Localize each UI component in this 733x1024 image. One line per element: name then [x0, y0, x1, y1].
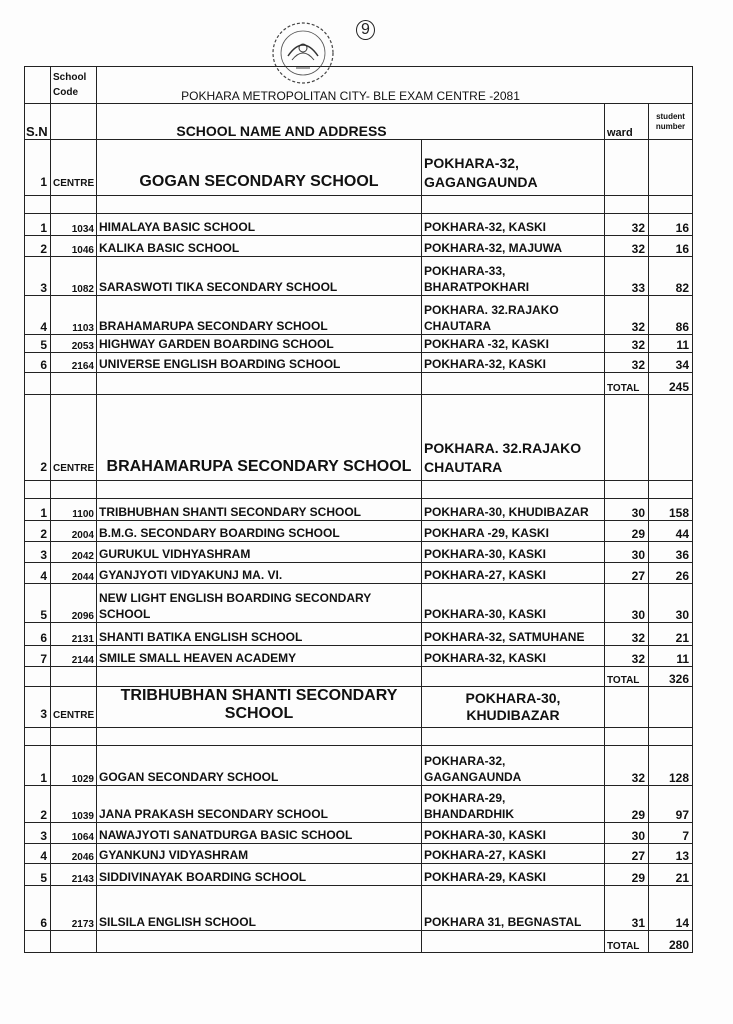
total-row	[25, 373, 693, 395]
school-student-count: 21	[649, 864, 693, 886]
school-code: 1039	[51, 786, 97, 823]
school-sn: 5	[25, 335, 51, 353]
school-ward: 32	[605, 335, 649, 353]
school-row	[25, 257, 693, 296]
school-sn: 4	[25, 563, 51, 584]
total-label: TOTAL	[605, 373, 649, 395]
school-student-count: 7	[649, 823, 693, 844]
school-name	[97, 353, 422, 373]
centre-row	[25, 395, 693, 481]
school-name-text: B.M.G. SECONDARY BOARDING SCHOOL	[99, 526, 340, 540]
centre-total: 326	[649, 667, 693, 687]
ward-header: ward	[605, 104, 649, 140]
school-address	[422, 864, 605, 886]
school-address	[422, 623, 605, 646]
school-sn: 7	[25, 646, 51, 667]
school-sn: 3	[25, 257, 51, 296]
school-sn: 3	[25, 823, 51, 844]
school-ward: 32	[605, 746, 649, 786]
school-student-count: 97	[649, 786, 693, 823]
school-address-text: CHAUTARA	[424, 319, 492, 333]
header-row-2	[25, 104, 693, 140]
school-sn: 4	[25, 296, 51, 335]
centre-sn: 1	[25, 140, 51, 196]
school-sn: 4	[25, 844, 51, 864]
school-name-text: SHANTI BATIKA ENGLISH SCHOOL	[99, 630, 303, 644]
school-code: 1082	[51, 257, 97, 296]
centre-school-name: GOGAN SECONDARY SCHOOL	[97, 140, 422, 196]
school-name	[97, 214, 422, 236]
centre-address-line2: CHAUTARA	[424, 459, 503, 475]
school-name	[97, 563, 422, 584]
school-code: 2042	[51, 542, 97, 563]
school-code: 2004	[51, 521, 97, 542]
school-student-count: 34	[649, 353, 693, 373]
school-ward: 32	[605, 236, 649, 257]
school-student-count: 13	[649, 844, 693, 864]
school-ward: 29	[605, 521, 649, 542]
school-ward: 31	[605, 886, 649, 931]
school-code: 1064	[51, 823, 97, 844]
school-address-text: POKHARA 31, BEGNASTAL	[424, 915, 582, 929]
centre-label: CENTRE	[51, 140, 97, 196]
centre-row	[25, 140, 693, 196]
exam-centre-table	[24, 66, 693, 953]
school-student-count: 128	[649, 746, 693, 786]
school-code-header: School Code	[51, 67, 97, 104]
school-ward: 29	[605, 786, 649, 823]
school-student-count: 11	[649, 646, 693, 667]
school-address	[422, 646, 605, 667]
school-address-line1: POKHARA-29,	[424, 791, 506, 805]
school-address-text: POKHARA-32, MAJUWA	[424, 241, 563, 255]
centre-label: CENTRE	[51, 395, 97, 481]
school-name-text: NAWAJYOTI SANATDURGA BASIC SCHOOL	[99, 828, 353, 842]
school-row	[25, 296, 693, 335]
school-student-count: 36	[649, 542, 693, 563]
school-ward: 27	[605, 563, 649, 584]
school-ward: 30	[605, 542, 649, 563]
school-address	[422, 335, 605, 353]
school-name-address-header: SCHOOL NAME AND ADDRESS	[97, 104, 605, 140]
school-address	[422, 844, 605, 864]
school-address-line1: POKHARA. 32.RAJAKO	[424, 303, 559, 317]
school-address	[422, 584, 605, 623]
school-address-text: BHARATPOKHARI	[424, 280, 530, 294]
school-row	[25, 823, 693, 844]
school-name	[97, 786, 422, 823]
school-code: 1100	[51, 499, 97, 521]
school-address-text: POKHARA-32, SATMUHANE	[424, 630, 585, 644]
school-code: 2053	[51, 335, 97, 353]
centre-label: CENTRE	[51, 687, 97, 728]
school-row	[25, 746, 693, 786]
school-student-count: 11	[649, 335, 693, 353]
school-name	[97, 335, 422, 353]
school-address-line1: POKHARA-32,	[424, 754, 506, 768]
school-row	[25, 886, 693, 931]
school-row	[25, 584, 693, 623]
total-label: TOTAL	[605, 931, 649, 953]
school-student-count: 82	[649, 257, 693, 296]
school-ward: 30	[605, 584, 649, 623]
school-name	[97, 257, 422, 296]
school-row	[25, 353, 693, 373]
school-name-text: BRAHAMARUPA SECONDARY SCHOOL	[99, 319, 328, 333]
school-name	[97, 236, 422, 257]
school-address-text: POKHARA -32, KASKI	[424, 337, 549, 351]
total-label: TOTAL	[605, 667, 649, 687]
school-address	[422, 563, 605, 584]
centre-address-line2: KHUDIBAZAR	[466, 707, 560, 723]
total-row	[25, 667, 693, 687]
school-address	[422, 296, 605, 335]
school-row	[25, 335, 693, 353]
school-sn: 2	[25, 786, 51, 823]
school-code: 2046	[51, 844, 97, 864]
school-name	[97, 864, 422, 886]
school-address-text: POKHARA-32, KASKI	[424, 357, 547, 371]
school-student-count: 44	[649, 521, 693, 542]
school-name-text: SILSILA ENGLISH SCHOOL	[99, 915, 256, 929]
school-name-text: GYANKUNJ VIDYASHRAM	[99, 848, 249, 862]
centre-address-line2: GAGANGAUNDA	[424, 174, 538, 190]
school-sn: 6	[25, 886, 51, 931]
school-row	[25, 786, 693, 823]
school-row	[25, 521, 693, 542]
school-row	[25, 844, 693, 864]
school-name	[97, 499, 422, 521]
school-address	[422, 257, 605, 296]
school-row	[25, 542, 693, 563]
spacer-row	[25, 728, 693, 746]
student-number-header: student number	[649, 104, 693, 140]
centre-address-line1: POKHARA-32,	[424, 155, 519, 171]
school-address	[422, 886, 605, 931]
school-ward: 33	[605, 257, 649, 296]
school-name-text: JANA PRAKASH SECONDARY SCHOOL	[99, 807, 328, 821]
centre-address	[422, 395, 605, 481]
school-name	[97, 623, 422, 646]
school-name-text: HIMALAYA BASIC SCHOOL	[99, 220, 256, 234]
school-name-line1: NEW LIGHT ENGLISH BOARDING SECONDARY	[99, 591, 372, 605]
school-sn: 6	[25, 353, 51, 373]
school-row	[25, 236, 693, 257]
school-address-text: GAGANGAUNDA	[424, 770, 522, 784]
school-name-text: UNIVERSE ENGLISH BOARDING SCHOOL	[99, 357, 341, 371]
school-name-text: SARASWOTI TIKA SECONDARY SCHOOL	[99, 280, 338, 294]
school-student-count: 30	[649, 584, 693, 623]
school-ward: 32	[605, 296, 649, 335]
school-sn: 3	[25, 542, 51, 563]
school-ward: 32	[605, 353, 649, 373]
centre-address-line1: POKHARA-30,	[465, 690, 561, 706]
school-name-text: HIGHWAY GARDEN BOARDING SCHOOL	[99, 337, 334, 351]
school-name	[97, 844, 422, 864]
school-address-text: POKHARA -29, KASKI	[424, 526, 549, 540]
school-row	[25, 864, 693, 886]
school-ward: 32	[605, 214, 649, 236]
school-name-text: KALIKA BASIC SCHOOL	[99, 241, 240, 255]
school-ward: 30	[605, 499, 649, 521]
school-address-text: BHANDARDHIK	[424, 807, 514, 821]
school-student-count: 16	[649, 214, 693, 236]
school-code: 2044	[51, 563, 97, 584]
school-sn: 2	[25, 236, 51, 257]
school-sn: 2	[25, 521, 51, 542]
school-code: 1046	[51, 236, 97, 257]
school-address-text: POKHARA-27, KASKI	[424, 848, 547, 862]
school-code: 2164	[51, 353, 97, 373]
school-address	[422, 786, 605, 823]
school-ward: 27	[605, 844, 649, 864]
school-name	[97, 823, 422, 844]
school-address	[422, 236, 605, 257]
school-address-text: POKHARA-30, KASKI	[424, 547, 547, 561]
school-code: 2143	[51, 864, 97, 886]
school-ward: 32	[605, 646, 649, 667]
school-sn: 1	[25, 214, 51, 236]
school-code: 2096	[51, 584, 97, 623]
school-row	[25, 499, 693, 521]
centre-sn: 3	[25, 687, 51, 728]
school-sn: 1	[25, 499, 51, 521]
school-student-count: 86	[649, 296, 693, 335]
school-sn: 1	[25, 746, 51, 786]
sn-header: S.N	[25, 104, 51, 140]
school-name-text: GOGAN SECONDARY SCHOOL	[99, 770, 279, 784]
school-student-count: 21	[649, 623, 693, 646]
school-student-count: 158	[649, 499, 693, 521]
document-title: POKHARA METROPOLITAN CITY- BLE EXAM CENTRE -2081	[97, 67, 693, 104]
school-code: 1103	[51, 296, 97, 335]
school-sn: 6	[25, 623, 51, 646]
school-row	[25, 623, 693, 646]
school-name	[97, 296, 422, 335]
page-number: 9	[356, 20, 375, 40]
school-student-count: 26	[649, 563, 693, 584]
school-address-text: POKHARA-27, KASKI	[424, 568, 547, 582]
school-name	[97, 746, 422, 786]
school-address	[422, 746, 605, 786]
school-address	[422, 542, 605, 563]
centre-total: 245	[649, 373, 693, 395]
centre-sn: 2	[25, 395, 51, 481]
header-row-1	[25, 67, 693, 104]
school-name-text: SCHOOL	[99, 607, 151, 621]
school-code: 2173	[51, 886, 97, 931]
school-address-text: POKHARA-30, KHUDIBAZAR	[424, 505, 589, 519]
centre-total: 280	[649, 931, 693, 953]
school-code: 1034	[51, 214, 97, 236]
spacer-row	[25, 196, 693, 214]
spacer-row	[25, 481, 693, 499]
school-sn: 5	[25, 864, 51, 886]
school-name	[97, 521, 422, 542]
school-address-text: POKHARA-32, KASKI	[424, 220, 547, 234]
school-name	[97, 646, 422, 667]
school-address-text: POKHARA-32, KASKI	[424, 651, 547, 665]
school-name-text: TRIBHUBHAN SHANTI SECONDARY SCHOOL	[99, 505, 362, 519]
school-address	[422, 214, 605, 236]
school-name	[97, 584, 422, 623]
school-ward: 29	[605, 864, 649, 886]
school-address	[422, 521, 605, 542]
school-address-text: POKHARA-30, KASKI	[424, 607, 547, 621]
school-name-text: SMILE SMALL HEAVEN ACADEMY	[99, 651, 297, 665]
school-row	[25, 214, 693, 236]
school-address	[422, 499, 605, 521]
school-sn: 5	[25, 584, 51, 623]
school-name	[97, 542, 422, 563]
school-student-count: 16	[649, 236, 693, 257]
school-row	[25, 563, 693, 584]
school-name-text: SIDDIVINAYAK BOARDING SCHOOL	[99, 870, 307, 884]
school-row	[25, 646, 693, 667]
centre-row	[25, 687, 693, 728]
school-name-text: GURUKUL VIDHYASHRAM	[99, 547, 251, 561]
school-name-text: GYANJYOTI VIDYAKUNJ MA. VI.	[99, 568, 283, 582]
school-address-line1: POKHARA-33,	[424, 264, 506, 278]
total-row	[25, 931, 693, 953]
school-code: 1029	[51, 746, 97, 786]
centre-address-line1: POKHARA. 32.RAJAKO	[424, 440, 582, 456]
school-address	[422, 353, 605, 373]
school-ward: 30	[605, 823, 649, 844]
centre-address	[422, 140, 605, 196]
school-ward: 32	[605, 623, 649, 646]
school-address-text: POKHARA-30, KASKI	[424, 828, 547, 842]
school-address	[422, 823, 605, 844]
school-name	[97, 886, 422, 931]
centre-address	[422, 687, 605, 728]
school-code: 2144	[51, 646, 97, 667]
school-address-text: POKHARA-29, KASKI	[424, 870, 547, 884]
centre-school-name: BRAHAMARUPA SECONDARY SCHOOL	[97, 395, 422, 481]
school-student-count: 14	[649, 886, 693, 931]
centre-school-name: TRIBHUBHAN SHANTI SECONDARY SCHOOL	[97, 687, 422, 728]
school-code: 2131	[51, 623, 97, 646]
